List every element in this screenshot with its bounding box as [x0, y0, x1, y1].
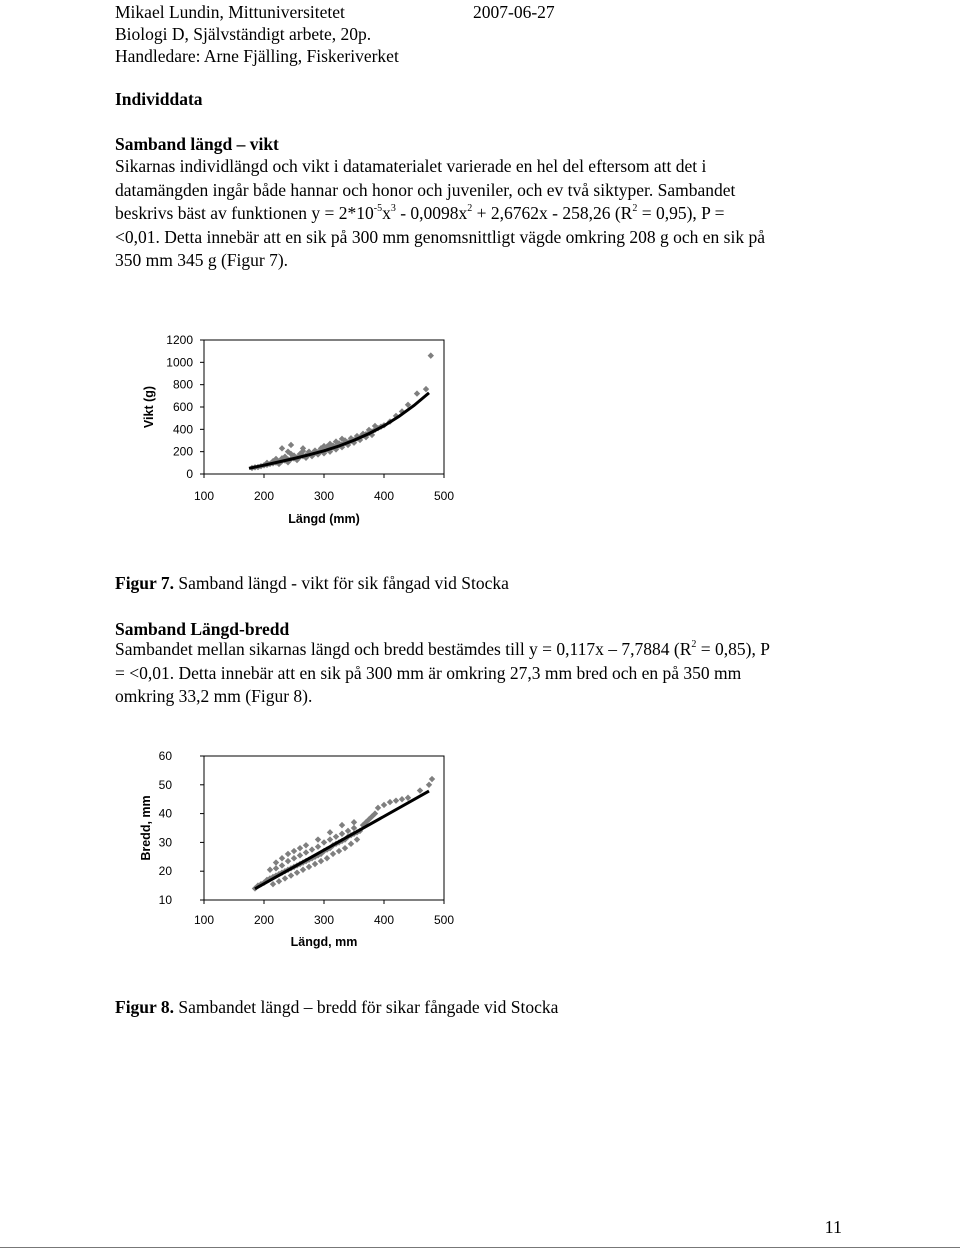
- data-point: [429, 776, 435, 782]
- x-axis-title: Längd (mm): [288, 512, 360, 526]
- weight-line-5: 350 mm 345 g (Figur 7).: [115, 250, 289, 270]
- data-point: [312, 861, 318, 867]
- header-date: 2007-06-27: [473, 2, 555, 22]
- data-point: [303, 849, 309, 855]
- data-point: [309, 846, 315, 852]
- section-title: Individdata: [115, 89, 203, 109]
- data-point: [282, 875, 288, 881]
- header-author: Mikael Lundin, Mittuniversitetet: [115, 2, 345, 22]
- width-line-3: omkring 33,2 mm (Figur 8).: [115, 686, 313, 706]
- y-tick-label: 200: [172, 444, 193, 459]
- y-tick-label: 800: [172, 377, 193, 392]
- width-line-2: = <0,01. Detta innebär att en sik på 300 mm är omkring 27,3 mm bred och en på 350 mm: [115, 662, 742, 683]
- data-point: [315, 844, 321, 850]
- plot-area-frame: [204, 756, 444, 900]
- data-point: [375, 805, 381, 811]
- y-tick-label: 0: [186, 467, 193, 481]
- data-point: [348, 841, 354, 847]
- header-course: Biologi D, Självständigt arbete, 20p.: [115, 24, 372, 44]
- data-point: [297, 852, 303, 858]
- x-tick-label: 300: [313, 489, 335, 503]
- data-point: [336, 848, 342, 854]
- y-tick-label: 40: [158, 806, 172, 821]
- y-tick-label: 1200: [166, 333, 193, 347]
- data-point: [354, 836, 360, 842]
- data-point: [339, 831, 345, 837]
- weight-line-3: beskrivs bäst av funktionen $y = 2*10^{-5}x^3 - 0,0098x^2 + 2,6762x - 258,26$ $(R^2 = 0,95)$, P =: [115, 203, 725, 223]
- footer-rule: [0, 1247, 960, 1248]
- x-tick-label: 200: [253, 913, 275, 927]
- data-point: [423, 386, 429, 392]
- weight-line-2: datamängden ingår både hannar och honor och juveniler, och ev två siktyper. Sambandet: [115, 179, 736, 200]
- y-tick-label: 30: [158, 835, 172, 850]
- header-supervisor: Handledare: Arne Fjälling, Fiskeriverket: [115, 46, 399, 66]
- data-point: [399, 796, 405, 802]
- weight-heading: Samband längd – vikt: [115, 134, 279, 154]
- data-point: [393, 797, 399, 803]
- y-tick-label: 60: [158, 749, 172, 763]
- x-tick-label: 100: [193, 489, 215, 503]
- y-tick-label: 10: [158, 893, 172, 907]
- x-tick-label: 200: [253, 489, 275, 503]
- data-point: [267, 867, 273, 873]
- data-point: [417, 787, 423, 793]
- length-weight-chart: [0, 330, 480, 530]
- data-point: [318, 858, 324, 864]
- data-point: [321, 839, 327, 845]
- data-point: [285, 851, 291, 857]
- data-point: [291, 848, 297, 854]
- x-tick-label: 500: [433, 489, 455, 503]
- data-point: [306, 864, 312, 870]
- data-point: [342, 845, 348, 851]
- data-point: [279, 855, 285, 861]
- page-number: 11: [824, 1217, 842, 1237]
- length-width-chart: [0, 745, 480, 955]
- width-heading: Samband Längd-bredd: [115, 619, 290, 639]
- y-tick-label: 1000: [166, 355, 193, 370]
- data-point: [297, 845, 303, 851]
- data-point: [327, 836, 333, 842]
- width-paragraph: [115, 638, 850, 709]
- x-tick-label: 100: [193, 913, 215, 927]
- data-point: [381, 802, 387, 808]
- y-tick-label: 50: [158, 777, 172, 792]
- figure7-caption: Figur 7. Samband längd - vikt för sik fångad vid Stocka: [115, 573, 509, 593]
- x-axis-title: Längd, mm: [290, 935, 358, 949]
- y-axis-title: Vikt (g): [142, 385, 156, 429]
- data-point: [273, 859, 279, 865]
- data-point: [387, 799, 393, 805]
- data-point: [294, 869, 300, 875]
- weight-line-1: Sikarnas individlängd och vikt i datamaterialet varierade en hel del eftersom att det i: [115, 156, 707, 176]
- y-tick-label: 400: [172, 422, 193, 437]
- y-tick-label: 600: [172, 400, 193, 414]
- figure8-caption: Figur 8. Sambandet längd – bredd för sikar fångade vid Stocka: [115, 997, 559, 1017]
- data-point: [330, 851, 336, 857]
- data-point: [351, 819, 357, 825]
- data-point: [279, 862, 285, 868]
- data-point: [285, 858, 291, 864]
- width-line-1: Sambandet mellan sikarnas längd och bredd bestämdes till y = 0,117x – 7,7884 $(R^2 = 0,85)$, P: [115, 639, 770, 659]
- x-tick-label: 500: [433, 913, 455, 927]
- y-axis-title: Bredd, mm: [139, 795, 153, 861]
- data-point: [324, 855, 330, 861]
- data-point: [426, 782, 432, 788]
- data-point: [270, 881, 276, 887]
- data-point: [414, 390, 420, 396]
- x-tick-label: 400: [373, 913, 395, 927]
- data-point: [339, 822, 345, 828]
- data-point: [303, 842, 309, 848]
- data-point: [333, 833, 339, 839]
- y-tick-label: 20: [158, 864, 172, 879]
- data-point: [428, 352, 434, 358]
- data-point: [276, 878, 282, 884]
- trend-line: [255, 791, 429, 889]
- data-point: [327, 829, 333, 835]
- data-point: [288, 872, 294, 878]
- weight-line-4: <0,01. Detta innebär att en sik på 300 mm genomsnittligt vägde omkring 208 g och en sik på: [115, 226, 765, 247]
- data-point: [279, 445, 285, 451]
- data-point: [291, 855, 297, 861]
- data-point: [315, 836, 321, 842]
- data-point: [273, 865, 279, 871]
- x-tick-label: 400: [373, 489, 395, 503]
- weight-paragraph: [115, 155, 850, 273]
- data-point: [288, 442, 294, 448]
- data-point: [300, 867, 306, 873]
- x-tick-label: 300: [313, 913, 335, 927]
